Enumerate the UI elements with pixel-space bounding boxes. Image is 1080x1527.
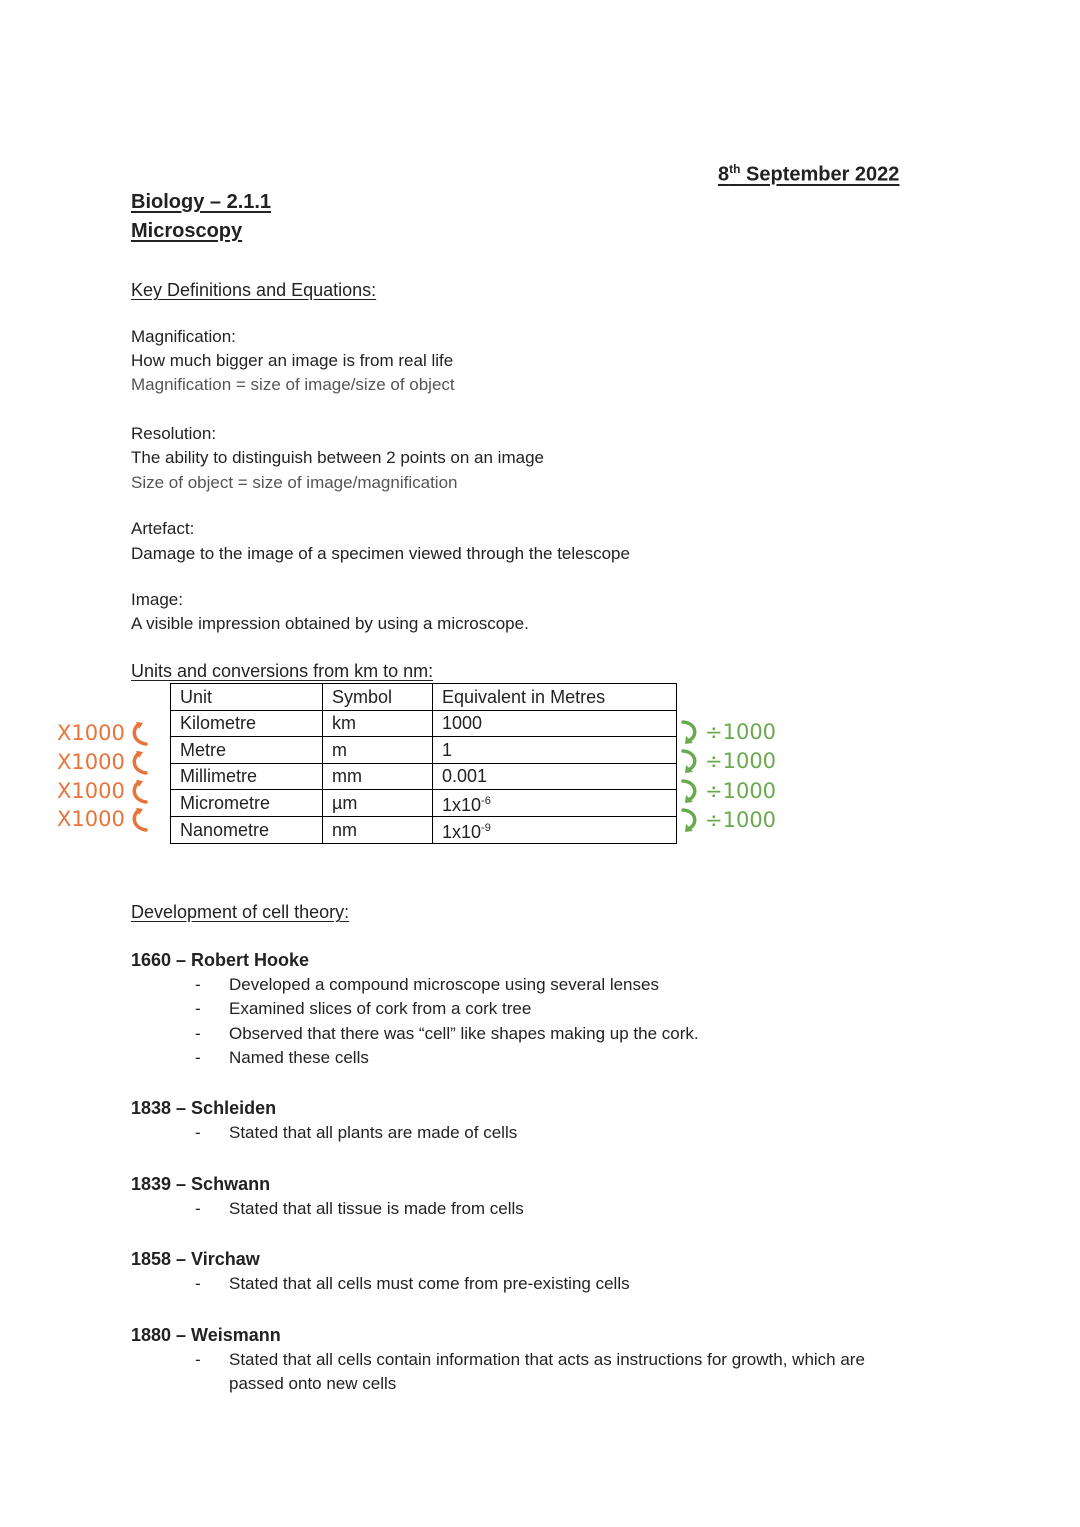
column-header: Symbol (323, 684, 433, 711)
symbol-cell: m (323, 737, 433, 764)
metres-cell: 0.001 (433, 763, 677, 790)
event-title: 1660 – Robert Hooke (131, 950, 310, 970)
table-row (171, 737, 677, 764)
metres-cell: 1 (433, 737, 677, 764)
event-point: Developed a compound microscope using several lenses (229, 975, 659, 994)
multiply-label: X1000 (57, 721, 125, 745)
divide-label: ÷1000 (705, 808, 777, 832)
bullet-marker: - (195, 1123, 201, 1142)
symbol-cell: km (323, 710, 433, 737)
symbol-cell: nm (323, 817, 433, 844)
event-point: Stated that all tissue is made from cells (229, 1199, 524, 1218)
column-header: Unit (171, 684, 323, 711)
divide-annotation (680, 748, 776, 774)
curved-arrow-down-icon (680, 748, 702, 774)
definition-text: A visible impression obtained by using a microscope. (131, 614, 529, 633)
date-day: 8 (718, 163, 730, 186)
cell-theory-heading: Development of cell theory: (131, 902, 350, 922)
divide-label: ÷1000 (705, 720, 777, 744)
metres-base: 1x10 (442, 822, 482, 842)
unit-cell: Metre (171, 737, 323, 764)
multiply-annotation (57, 778, 149, 804)
multiply-label: X1000 (57, 750, 125, 774)
definition-term: Artefact: (131, 519, 195, 538)
curved-arrow-up-icon (127, 778, 149, 804)
symbol-cell: µm (323, 790, 433, 817)
divide-annotation (680, 778, 776, 804)
event-point: Stated that all cells must come from pre-existing cells (229, 1274, 630, 1293)
definition-text: Damage to the image of a specimen viewed through the telescope (131, 544, 630, 563)
table-header-row (171, 684, 677, 711)
bullet-marker: - (195, 1199, 201, 1218)
units-table (170, 683, 677, 844)
multiply-annotation (57, 806, 149, 832)
divide-label: ÷1000 (705, 749, 777, 773)
table-row (171, 710, 677, 737)
curved-arrow-down-icon (680, 719, 702, 745)
metres-cell: 1000 (433, 710, 677, 737)
definition-text: How much bigger an image is from real life (131, 351, 454, 370)
event-title: 1858 – Virchaw (131, 1249, 260, 1269)
definition-term: Resolution: (131, 424, 217, 443)
event-point: Stated that all cells contain information that acts as instructions for growth, which are (229, 1350, 865, 1369)
definitions-heading: Key Definitions and Equations: (131, 280, 377, 300)
curved-arrow-down-icon (680, 778, 702, 804)
symbol-cell: mm (323, 763, 433, 790)
metres-exponent: -6 (481, 795, 491, 807)
divide-label: ÷1000 (705, 779, 777, 803)
bullet-marker: - (195, 999, 201, 1018)
definition-equation: Magnification = size of image/size of object (131, 375, 455, 394)
event-point: Named these cells (229, 1048, 369, 1067)
definition-term: Image: (131, 590, 183, 609)
event-title: 1838 – Schleiden (131, 1098, 277, 1118)
event-point: Observed that there was “cell” like shapes making up the cork. (229, 1024, 699, 1043)
units-heading: Units and conversions from km to nm: (131, 661, 434, 681)
divide-annotation (680, 807, 776, 833)
column-header: Equivalent in Metres (433, 684, 677, 711)
curved-arrow-up-icon (127, 749, 149, 775)
multiply-annotation (57, 720, 149, 746)
metres-base: 1x10 (442, 795, 482, 815)
bullet-marker: - (195, 1274, 201, 1293)
bullet-marker: - (195, 1350, 201, 1369)
date-rest: September 2022 (740, 163, 900, 186)
unit-cell: Kilometre (171, 710, 323, 737)
metres-exponent: -9 (481, 822, 491, 834)
curved-arrow-down-icon (680, 807, 702, 833)
table-row (171, 790, 677, 817)
event-point: Examined slices of cork from a cork tree (229, 999, 532, 1018)
multiply-label: X1000 (57, 779, 125, 803)
unit-cell: Millimetre (171, 763, 323, 790)
unit-cell: Nanometre (171, 817, 323, 844)
metres-cell (433, 790, 677, 817)
table-row (171, 763, 677, 790)
multiply-label: X1000 (57, 807, 125, 831)
document-title: Biology – 2.1.1 (131, 191, 272, 213)
multiply-annotation (57, 749, 149, 775)
bullet-marker: - (195, 975, 201, 994)
curved-arrow-up-icon (127, 720, 149, 746)
metres-cell (433, 817, 677, 844)
document-date (718, 162, 899, 187)
bullet-marker: - (195, 1048, 201, 1067)
definition-term: Magnification: (131, 327, 236, 346)
event-title: 1839 – Schwann (131, 1174, 271, 1194)
definition-text: The ability to distinguish between 2 points on an image (131, 448, 544, 467)
date-suffix: th (729, 162, 741, 176)
unit-cell: Micrometre (171, 790, 323, 817)
curved-arrow-up-icon (127, 806, 149, 832)
event-point-continued: passed onto new cells (229, 1374, 397, 1393)
event-title: 1880 – Weismann (131, 1325, 281, 1345)
definition-equation: Size of object = size of image/magnification (131, 473, 458, 492)
bullet-marker: - (195, 1024, 201, 1043)
event-point: Stated that all plants are made of cells (229, 1123, 518, 1142)
table-row (171, 817, 677, 844)
document-subtitle: Microscopy (131, 220, 243, 242)
divide-annotation (680, 719, 776, 745)
